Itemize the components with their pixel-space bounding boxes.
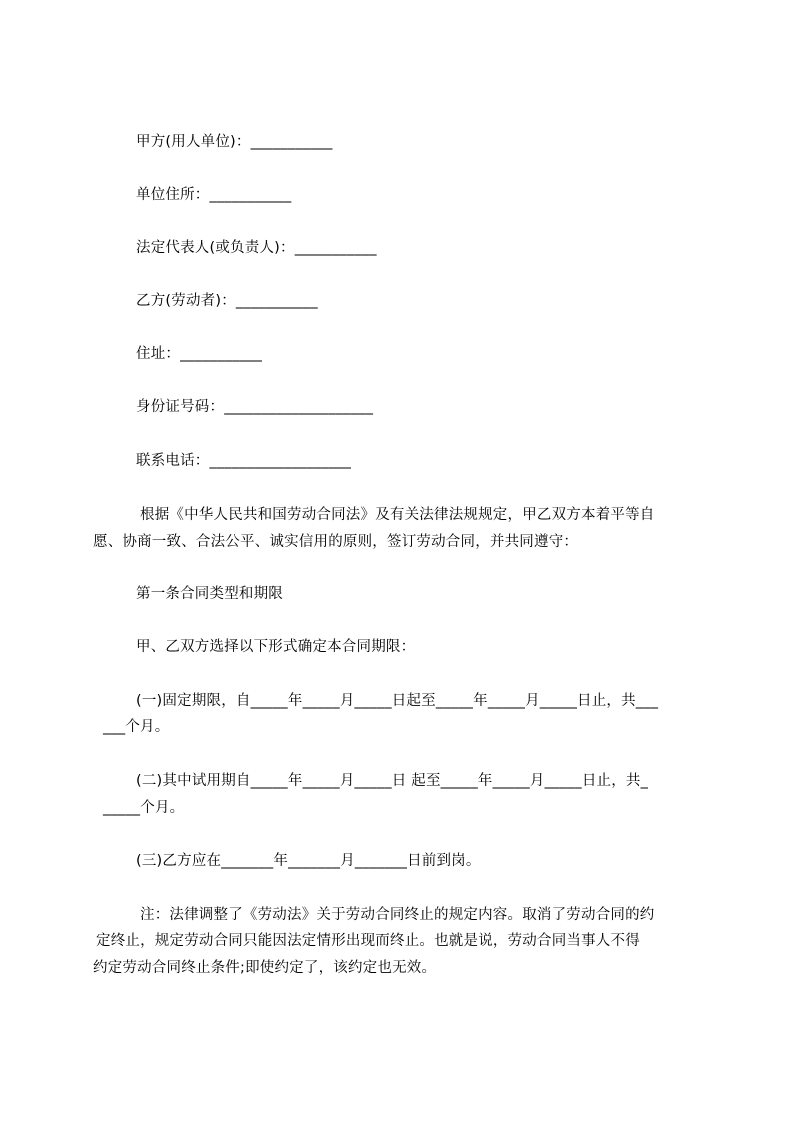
preamble-line-2: 愿、协商一致、合法公平、诚实信用的原则，签订劳动合同，并共同遵守： bbox=[93, 534, 579, 550]
article-1-title: 第一条合同类型和期限 bbox=[136, 586, 283, 602]
article-1-intro: 甲、乙双方选择以下形式确定本合同期限： bbox=[136, 639, 416, 655]
address-field: 单位住所：___________ bbox=[136, 187, 292, 203]
residence-field: 住址：___________ bbox=[136, 346, 263, 362]
option-1-line-1: (一)固定期限，自_____年_____月_____日起至_____年_____月_____日止，共___ bbox=[136, 693, 659, 709]
option-2-line-2: _____个月。 bbox=[103, 800, 185, 816]
note-line-1: 注：法律调整了《劳动法》关于劳动合同终止的规定内容。取消了劳动合同的约 bbox=[140, 907, 655, 923]
party-a-field: 甲方(用人单位)：___________ bbox=[136, 134, 333, 150]
legal-rep-field: 法定代表人(或负责人)：___________ bbox=[136, 240, 377, 256]
id-number-field: 身份证号码：____________________ bbox=[136, 399, 374, 415]
preamble-line-1: 根据《中华人民共和国劳动合同法》及有关法律法规规定，甲乙双方本着平等自 bbox=[140, 507, 655, 523]
note-line-2: 定终止，规定劳动合同只能因法定情形出现而终止。也就是说，劳动合同当事人不得 bbox=[96, 933, 640, 949]
option-3-line: (三)乙方应在_______年_______月_______日前到岗。 bbox=[136, 853, 481, 869]
option-2-line-1: (二)其中试用期自_____年_____月_____日 起至_____年_____月_____日止，共_ bbox=[136, 773, 649, 789]
party-b-field: 乙方(劳动者)：___________ bbox=[136, 293, 318, 309]
note-line-3: 约定劳动合同终止条件;即使约定了，该约定也无效。 bbox=[93, 960, 437, 976]
phone-field: 联系电话：___________________ bbox=[136, 453, 352, 469]
option-1-line-2: ___个月。 bbox=[103, 719, 170, 735]
